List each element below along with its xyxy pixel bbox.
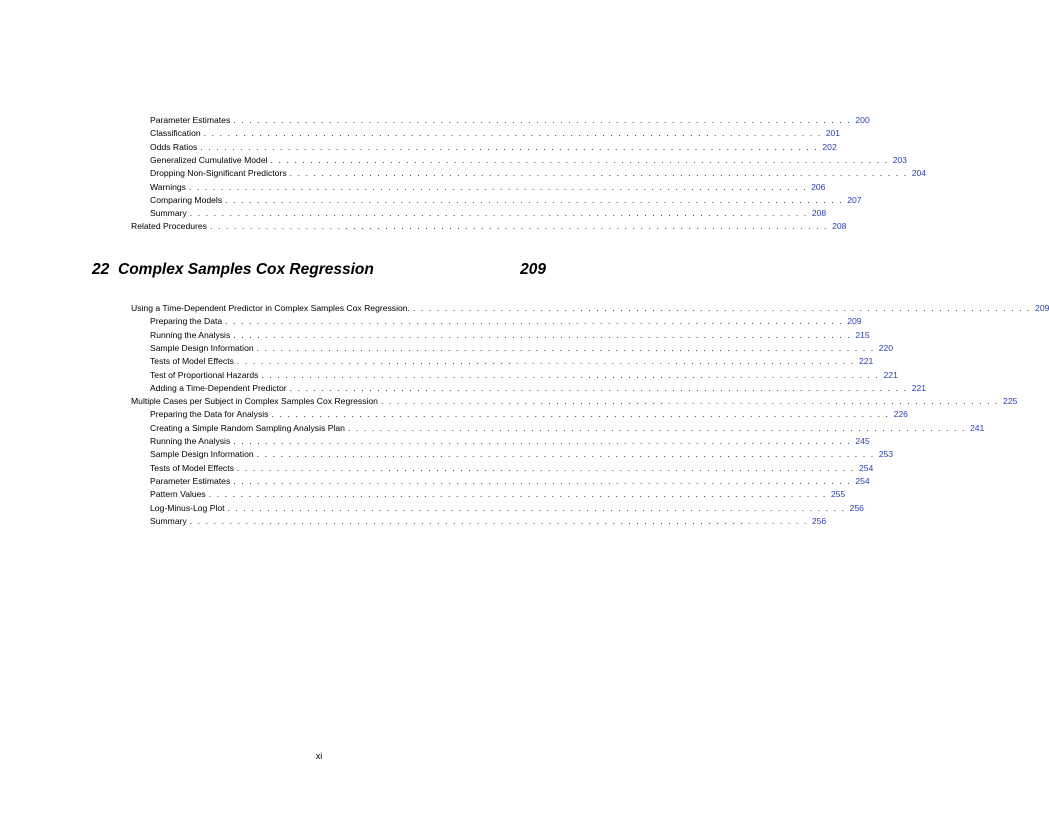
toc-entry-label: Parameter Estimates (150, 475, 233, 488)
toc-entry[interactable] (150, 435, 870, 448)
toc-dot-leader: . . . . . . . . . . . . . . . . . . . . . . . . . . . . . . . . . . . . . . . . . . . . . . . . . . . . . . . . . . . . . . . . . . . . . . . . . . . . . . (261, 369, 880, 380)
toc-dot-leader: . . . . . . . . . . . . . . . . . . . . . . . . . . . . . . . . . . . . . . . . . . . . . . . . . . . . . . . . . . . . . . . . . . . . . . . . . . . . . . (347, 422, 966, 433)
toc-entry-page-link[interactable]: 201 (825, 128, 841, 139)
toc-entry-page-link[interactable]: 215 (855, 329, 870, 340)
toc-dot-leader: . . . . . . . . . . . . . . . . . . . . . . . . . . . . . . . . . . . . . . . . . . . . . . . . . . . . . . . . . . . . . . . . . . . . . . . . . . . . . . (271, 409, 890, 420)
toc-entry-page-link[interactable]: 220 (878, 342, 894, 353)
toc-dot-leader: . . . . . . . . . . . . . . . . . . . . . . . . . . . . . . . . . . . . . . . . . . . . . . . . . . . . . . . . . . . . . . . . . . . . . . . . . . . . . . (236, 356, 855, 367)
toc-entry-page-link[interactable]: 209 (847, 316, 862, 327)
toc-entry[interactable] (150, 329, 870, 342)
toc-entry-page-link[interactable]: 256 (849, 502, 864, 513)
toc-entry[interactable] (150, 114, 870, 127)
toc-entry-page-link[interactable]: 226 (893, 409, 908, 420)
toc-entry[interactable] (150, 408, 908, 421)
toc-entry-label: Generalized Cumulative Model (150, 154, 271, 167)
toc-entry-label: Sample Design Information (150, 448, 257, 461)
chapter-heading[interactable] (92, 259, 546, 281)
toc-dot-leader: . . . . . . . . . . . . . . . . . . . . . . . . . . . . . . . . . . . . . . . . . . . . . . . . . . . . . . . . . . . . . . . . . . . . . . . . . . . . . . (233, 436, 852, 446)
toc-entry-page-link[interactable]: 245 (855, 436, 870, 446)
toc-entry-page-link[interactable]: 254 (855, 475, 870, 486)
toc-entry[interactable] (150, 462, 874, 475)
toc-dot-leader: . . . . . . . . . . . . . . . . . . . . . . . . . . . . . . . . . . . . . . . . . . . . . . . . . . . . . . . . . . . . . . . . . . . . . . . . . . . . . . (233, 329, 852, 340)
toc-entry-label: Preparing the Data (150, 315, 225, 328)
toc-entry-label: Odds Ratios (150, 141, 200, 154)
toc-entry-label: Tests of Model Effects (150, 462, 237, 475)
toc-entry[interactable] (150, 515, 827, 528)
toc-entry[interactable] (150, 141, 837, 154)
toc-entry[interactable] (150, 194, 862, 207)
toc-entry[interactable] (150, 127, 841, 140)
toc-entry-label: Sample Design Information (150, 342, 257, 355)
toc-dot-leader: . . . . . . . . . . . . . . . . . . . . . . . . . . . . . . . . . . . . . . . . . . . . . . . . . . . . . . . . . . . . . . . . . . . . . . . . . . . . . . (380, 396, 1000, 407)
toc-entry[interactable] (150, 448, 894, 461)
toc-entry[interactable] (150, 315, 862, 328)
toc-entry-label: Multiple Cases per Subject in Complex Samples Cox Regression (131, 395, 381, 408)
toc-entry[interactable] (150, 488, 846, 501)
toc-dot-leader: . . . . . . . . . . . . . . . . . . . . . . . . . . . . . . . . . . . . . . . . . . . . . . . . . . . . . . . . . . . . . . . . . . . . . . . . . . . . . . (189, 515, 808, 526)
toc-entry-label: Preparing the Data for Analysis (150, 408, 271, 421)
toc-entry-page-link[interactable]: 253 (878, 449, 894, 460)
toc-entry-page-link[interactable]: 241 (969, 422, 985, 433)
chapter-page-number: 209 (520, 261, 546, 278)
toc-entry-label: Adding a Time-Dependent Predictor (150, 382, 290, 395)
chapter-number: 22 (92, 261, 110, 278)
toc-entry[interactable] (131, 220, 847, 233)
toc-entry-page-link[interactable]: 225 (1003, 396, 1018, 407)
toc-entry-label: Running the Analysis (150, 329, 233, 342)
toc-entry-page-link[interactable]: 254 (859, 462, 874, 473)
toc-dot-leader: . . . . . . . . . . . . . . . . . . . . . . . . . . . . . . . . . . . . . . . . . . . . . . . . . . . . . . . . . . . . . . . . . . . . . . . . . . . . . . (189, 208, 808, 219)
toc-dot-leader: . . . . . . . . . . . . . . . . . . . . . . . . . . . . . . . . . . . . . . . . . . . . . . . . . . . . . . . . . . . . . . . . . . . . . . . . . . . . . . (233, 475, 852, 486)
toc-dot-leader: . . . . . . . . . . . . . . . . . . . . . . . . . . . . . . . . . . . . . . . . . . . . . . . . . . . . . . . . . . . . . . . . . . . . . . . . . . . . . . (188, 181, 808, 192)
toc-entry-label: Summary (150, 515, 190, 528)
toc-dot-leader: . . . . . . . . . . . . . . . . . . . . . . . . . . . . . . . . . . . . . . . . . . . . . . . . . . . . . . . . . . . . . . . . . . . . . . . . . . . . . . (233, 115, 852, 125)
toc-entry[interactable] (150, 342, 894, 355)
toc-dot-leader: . . . . . . . . . . . . . . . . . . . . . . . . . . . . . . . . . . . . . . . . . . . . . . . . . . . . . . . . . . . . . . . . . . . . . . . . . . . . . . (225, 194, 844, 205)
toc-entry-label: Warnings (150, 181, 189, 194)
toc-entry-page-link[interactable]: 206 (811, 181, 826, 192)
toc-entry[interactable] (150, 369, 898, 382)
toc-entry[interactable] (150, 355, 874, 368)
toc-dot-leader: . . . . . . . . . . . . . . . . . . . . . . . . . . . . . . . . . . . . . . . . . . . . . . . . . . . . . . . . . . . . . . . . . . . . . . . . . . . . . . (236, 462, 855, 473)
toc-entry-label: Classification (150, 127, 204, 140)
toc-entry-label: Pattern Values (150, 488, 209, 501)
toc-entry-page-link[interactable]: 203 (892, 154, 907, 165)
toc-dot-leader: . . . . . . . . . . . . . . . . . . . . . . . . . . . . . . . . . . . . . . . . . . . . . . . . . . . . . . . . . . . . . . . . . . . . . . . . . . . . . . (209, 221, 829, 232)
toc-dot-leader: . . . . . . . . . . . . . . . . . . . . . . . . . . . . . . . . . . . . . . . . . . . . . . . . . . . . . . . . . . . . . . . . . . . . . . . . . . . . . . (270, 154, 889, 165)
toc-entry[interactable] (150, 154, 907, 167)
toc-entry[interactable] (150, 382, 927, 395)
toc-entry-page-link[interactable]: 204 (911, 168, 927, 179)
toc-entry[interactable] (150, 167, 927, 180)
toc-entry-page-link[interactable]: 255 (830, 489, 846, 500)
toc-entry-page-link[interactable]: 202 (822, 141, 837, 152)
toc-entry-label: Comparing Models (150, 194, 225, 207)
toc-entry[interactable] (131, 302, 1049, 315)
toc-entry-label: Related Procedures (131, 220, 210, 233)
toc-entry-label: Dropping Non-Significant Predictors (150, 167, 290, 180)
toc-dot-leader: . . . . . . . . . . . . . . . . . . . . . . . . . . . . . . . . . . . . . . . . . . . . . . . . . . . . . . . . . . . . . . . . . . . . . . . . . . . . . . (200, 141, 819, 152)
toc-entry-page-link[interactable]: 256 (811, 515, 827, 526)
toc-entry[interactable] (150, 422, 985, 435)
toc-entry[interactable] (131, 395, 1018, 408)
toc-entry-label: Creating a Simple Random Sampling Analysis Plan (150, 422, 348, 435)
toc-dot-leader: . . . . . . . . . . . . . . . . . . . . . . . . . . . . . . . . . . . . . . . . . . . . . . . . . . . . . . . . . . . . . . . . . . . . . . . . . . . . . . (208, 489, 827, 500)
toc-entry[interactable] (150, 475, 870, 488)
toc-dot-leader: . . . . . . . . . . . . . . . . . . . . . . . . . . . . . . . . . . . . . . . . . . . . . . . . . . . . . . . . . . . . . . . . . . . . . . . . . . . . . . (256, 449, 875, 460)
toc-dot-leader: . . . . . . . . . . . . . . . . . . . . . . . . . . . . . . . . . . . . . . . . . . . . . . . . . . . . . . . . . . . . . . . . . . . . . . . . . . . . . . (289, 382, 908, 393)
toc-entry-page-link[interactable]: 200 (855, 115, 870, 125)
toc-entry-page-link[interactable]: 221 (883, 369, 898, 380)
toc-entry-label: Tests of Model Effects (150, 355, 237, 368)
toc-entry-label: Running the Analysis (150, 435, 233, 448)
toc-entry-label: Log-Minus-Log Plot (150, 502, 228, 515)
toc-entry[interactable] (150, 502, 864, 515)
toc-dot-leader: . . . . . . . . . . . . . . . . . . . . . . . . . . . . . . . . . . . . . . . . . . . . . . . . . . . . . . . . . . . . . . . . . . . . . . . . . . . . . . (203, 128, 822, 139)
toc-entry-label: Summary (150, 207, 190, 220)
toc-entry-page-link[interactable]: 221 (859, 356, 874, 367)
toc-entry-label: Parameter Estimates (150, 114, 233, 127)
toc-entry-page-link[interactable]: 208 (832, 221, 847, 232)
toc-entry[interactable] (150, 181, 826, 194)
toc-entry[interactable] (150, 207, 827, 220)
toc-entry-page-link[interactable]: 221 (911, 382, 927, 393)
chapter-title: Complex Samples Cox Regression (118, 261, 374, 278)
page-footer-number: xi (315, 751, 323, 761)
toc-entry-label: Test of Proportional Hazards (150, 369, 261, 382)
toc-entry-page-link[interactable]: 208 (811, 208, 827, 219)
toc-dot-leader: . . . . . . . . . . . . . . . . . . . . . . . . . . . . . . . . . . . . . . . . . . . . . . . . . . . . . . . . . . . . . . . . . . . . . . . . . . . . . . (256, 342, 875, 353)
toc-dot-leader: . . . . . . . . . . . . . . . . . . . . . . . . . . . . . . . . . . . . . . . . . . . . . . . . . . . . . . . . . . . . . . . . . . . . . . . . . . . . . . (412, 303, 1032, 313)
toc-dot-leader: . . . . . . . . . . . . . . . . . . . . . . . . . . . . . . . . . . . . . . . . . . . . . . . . . . . . . . . . . . . . . . . . . . . . . . . . . . . . . . (225, 316, 844, 327)
toc-entry-page-link[interactable]: 209 (1035, 303, 1049, 313)
toc-entry-page-link[interactable]: 207 (847, 194, 862, 205)
toc-dot-leader: . . . . . . . . . . . . . . . . . . . . . . . . . . . . . . . . . . . . . . . . . . . . . . . . . . . . . . . . . . . . . . . . . . . . . . . . . . . . . . (289, 168, 908, 179)
toc-entry-label: Using a Time-Dependent Predictor in Complex Samples Cox Regression. (131, 302, 413, 315)
toc-dot-leader: . . . . . . . . . . . . . . . . . . . . . . . . . . . . . . . . . . . . . . . . . . . . . . . . . . . . . . . . . . . . . . . . . . . . . . . . . . . . . . (227, 502, 846, 513)
